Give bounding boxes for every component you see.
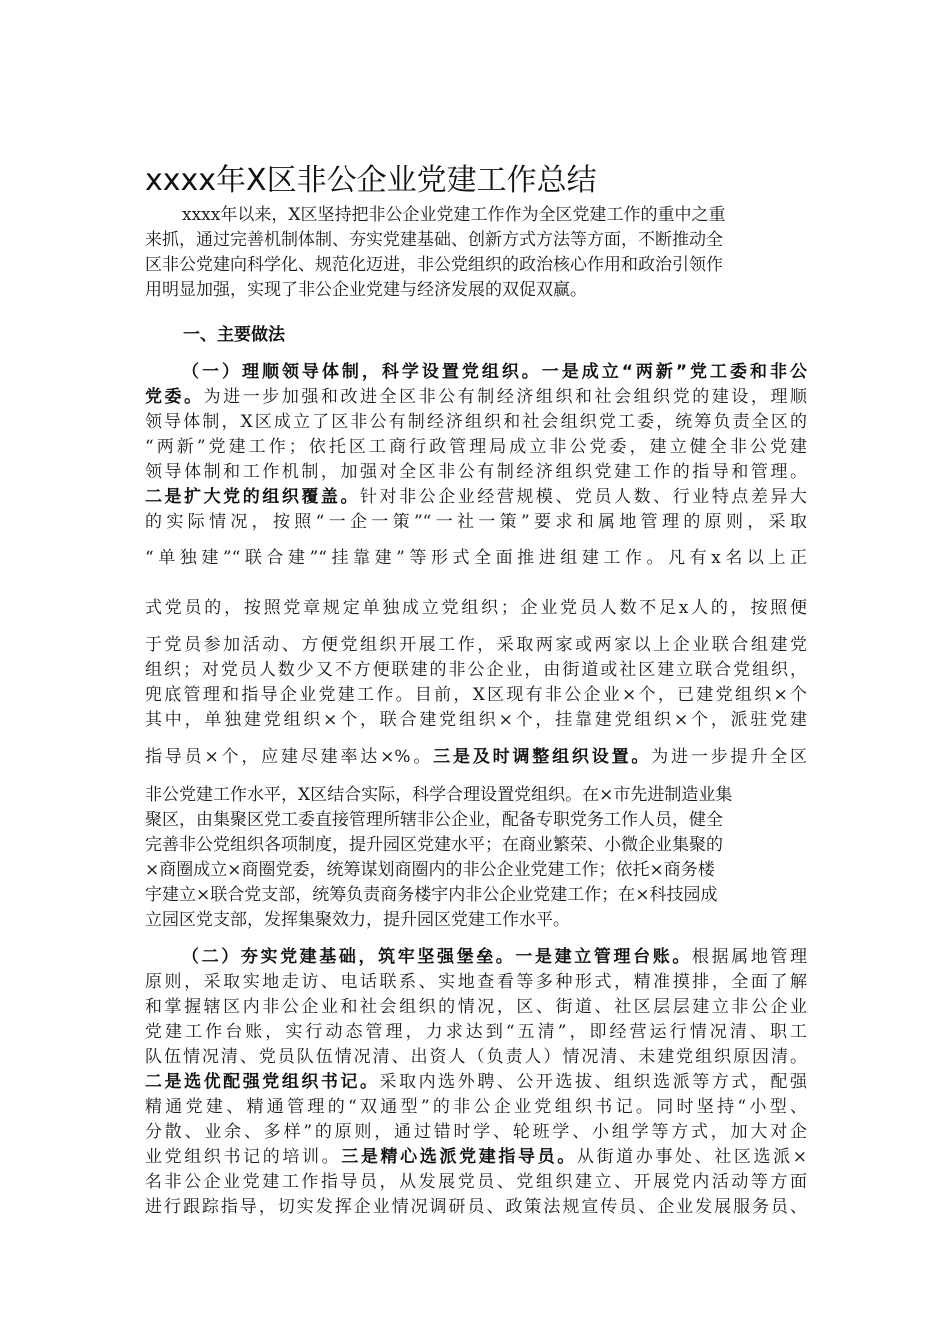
text-run: 为进一步加强和改进全区非公有制经济组织和社会组织党的建设，理顺: [203, 387, 807, 407]
text-run: 指导员×个，应建尽建率达×%。: [145, 747, 434, 767]
text-line: [145, 945, 807, 970]
text-line: 领导体制，X区成立了区非公有制经济组织和社会组织党工委，统筹负责全区的: [145, 412, 807, 432]
text-line: [145, 385, 807, 410]
text-line: [145, 1145, 807, 1170]
text-line: 完善非公党组织各项制度，提升园区党建水平；在商业繁荣、小微企业集聚的: [145, 835, 723, 855]
text-line: 党建工作台账，实行动态管理，力求达到“五清”，即经营运行情况清、职工: [145, 1022, 807, 1042]
text-line: 精通党建、精通管理的“双通型”的非公企业党组织书记。同时坚持“小型、: [145, 1097, 807, 1117]
bold-lead: 党委。: [145, 387, 204, 407]
text-line: 兜底管理和指导企业党建工作。目前，X区现有非公企业×个，已建党组织×个: [145, 685, 807, 705]
text-line: 分散、业余、多样”的原则，通过错时学、轮班学、小组学等方式，加大对企: [145, 1122, 807, 1142]
bold-lead: 二是选优配强党组织书记。: [145, 1072, 380, 1092]
text-run: 根据属地管理: [691, 947, 807, 967]
text-line: 名非公企业党建工作指导员，从发展党员、党组织建立、开展党内活动等方面: [145, 1172, 807, 1192]
text-run: 针对非公企业经营规模、党员人数、行业特点差异大: [360, 487, 807, 507]
paragraph-1b: [145, 546, 807, 571]
text-run: 从街道办事处、社区选派×: [576, 1147, 807, 1167]
text-line: 宇建立×联合党支部，统筹负责商务楼宇内非公企业党建工作；在×科技园成: [145, 885, 718, 905]
text-line: 的实际情况，按照“一企一策”“一社一策”要求和属地管理的原则，采取: [145, 512, 807, 532]
intro-line: 用明显加强，实现了非公企业党建与经济发展的双促双赢。: [145, 280, 587, 300]
text-line: 于党员参加活动、方便党组织开展工作，采取两家或两家以上企业联合组建党: [145, 635, 807, 655]
text-line: 队伍情况清、党员队伍情况清、出资人（负责人）情况清、未建党组织原因清。: [145, 1047, 807, 1067]
paragraph-1c: [145, 596, 807, 621]
text-line: 领导体制和工作机制，加强对全区非公有制经济组织党建工作的指导和管理。: [145, 462, 807, 482]
text-line: ×商圈成立×商圈党委，统筹谋划商圈内的非公企业党建工作；依托×商务楼: [145, 860, 715, 880]
text-line: [145, 1070, 807, 1095]
paragraph-1a: [145, 360, 807, 535]
intro-line: 来抓，通过完善机制体制、夯实党建基础、创新方式方法等方面，不断推动全: [145, 230, 723, 250]
intro-line: xxxx年以来，X区坚持把非公企业党建工作作为全区党建工作的重中之重: [182, 205, 726, 225]
paragraph-1f: [145, 783, 807, 933]
text-run: 为进一步提升全区: [651, 747, 807, 767]
text-run: 采取内选外聘、公开选拔、组织选派等方式，配强: [379, 1072, 807, 1092]
text-line: 和掌握辖区内非公企业和社会组织的情况，区、街道、社区层层建立非公企业: [145, 997, 807, 1017]
intro-line: 区非公党建向科学化、规范化迈进，非公党组织的政治核心作用和政治引领作: [145, 255, 723, 275]
bold-lead: 二是扩大党的组织覆盖。: [145, 487, 360, 507]
bold-lead: （一）理顺领导体制，科学设置党组织。一是成立“两新”党工委和非公: [182, 362, 807, 382]
text-line: “单独建”“联合建”“挂靠建”等形式全面推进组建工作。凡有x名以上正: [145, 548, 807, 568]
intro-paragraph: [145, 203, 807, 303]
text-line: 其中，单独建党组织×个，联合建党组织×个，挂靠建党组织×个，派驻党建: [145, 710, 807, 730]
text-run: 业党组织书记的培训。: [145, 1147, 342, 1167]
text-line: 非公党建工作水平，X区结合实际，科学合理设置党组织。在×市先进制造业集: [145, 785, 733, 805]
document-title: xxxx年X区非公企业党建工作总结: [145, 163, 597, 198]
text-line: 组织；对党员人数少又不方便联建的非公企业，由街道或社区建立联合党组织，: [145, 660, 807, 680]
bold-lead: 三是精心选派党建指导员。: [341, 1147, 577, 1167]
text-line: 原则，采取实地走访、电话联系、实地查看等多种形式，精准摸排，全面了解: [145, 972, 807, 992]
text-line: [145, 360, 807, 385]
bold-lead: 三是及时调整组织设置。: [433, 747, 652, 767]
text-line: 立园区党支部，发挥集聚效力，提升园区党建工作水平。: [145, 910, 570, 930]
section-heading: 一、主要做法: [183, 325, 285, 345]
paragraph-2: [145, 945, 807, 1220]
bold-lead: （二）夯实党建基础，筑牢坚强堡垒。一是建立管理台账。: [182, 947, 692, 967]
text-line: 聚区，由集聚区党工委直接管理所辖非公企业，配备专职党务工作人员，健全: [145, 810, 723, 830]
paragraph-1d: [145, 633, 807, 733]
text-line: 式党员的，按照党章规定单独成立党组织；企业党员人数不足x人的，按照便: [145, 598, 807, 618]
text-line: 进行跟踪指导，切实发挥企业情况调研员、政策法规宣传员、企业发展服务员、: [145, 1197, 807, 1217]
text-line: [145, 745, 807, 770]
paragraph-1e: [145, 745, 807, 770]
text-line: “两新”党建工作；依托区工商行政管理局成立非公党委，建立健全非公党建: [145, 437, 807, 457]
text-line: [145, 485, 807, 510]
